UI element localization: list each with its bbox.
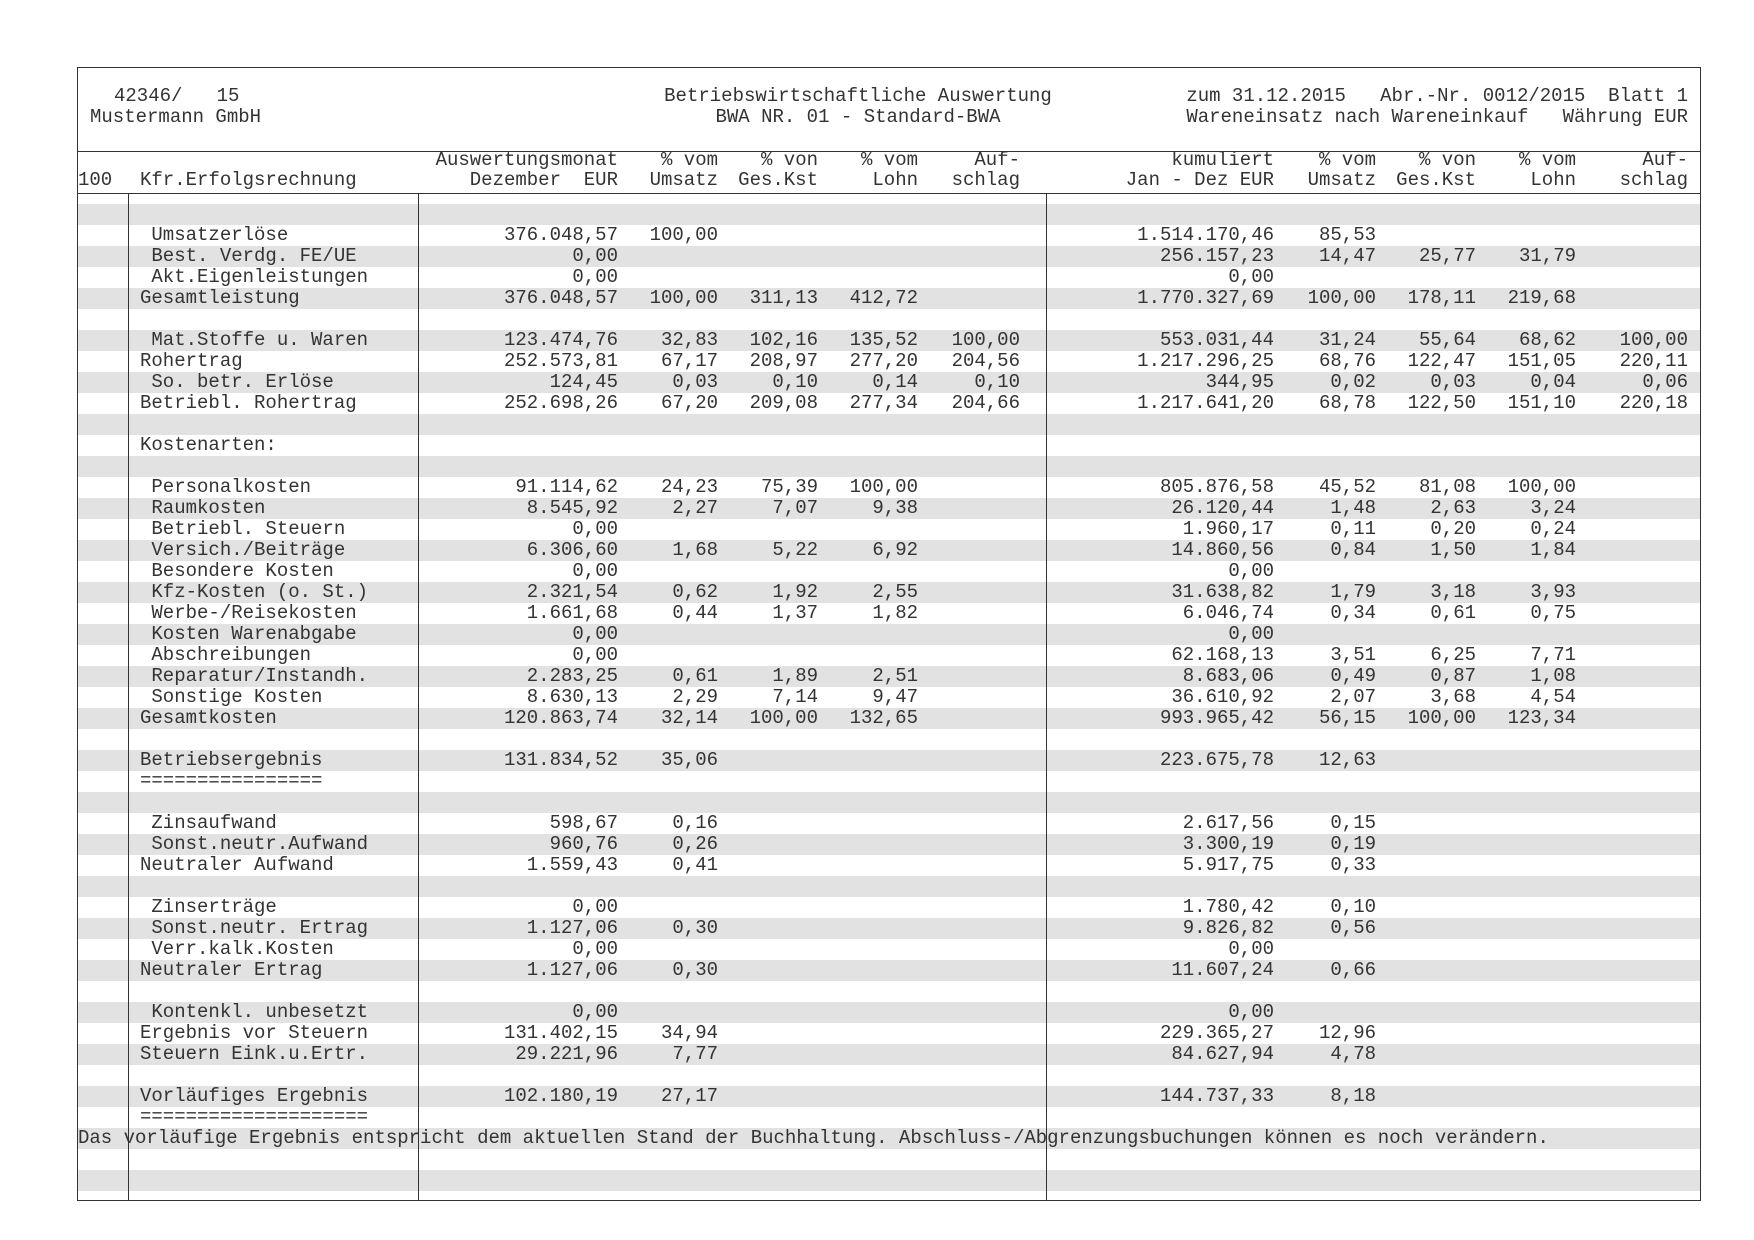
cell-cumulative-pct-costs: 55,64: [1418, 329, 1476, 351]
cell-month-pct-revenue: 0,16: [672, 812, 718, 834]
cell-cumulative-markup: 100,00: [1619, 329, 1688, 351]
cell-month-pct-revenue: 0,44: [672, 602, 718, 624]
cell-month-value: 1.661,68: [526, 602, 618, 624]
cell-cumulative-markup: 220,18: [1619, 392, 1688, 414]
cell-month-value: 252.573,81: [503, 350, 618, 372]
row-label: Abschreibungen: [140, 644, 312, 666]
cell-month-pct-costs: 208,97: [749, 350, 818, 372]
row-stripe: [78, 792, 1700, 813]
cell-cumulative-value: 805.876,58: [1159, 476, 1274, 498]
cell-cumulative-pct-costs: 3,68: [1430, 686, 1476, 708]
cell-cumulative-pct-revenue: 31,24: [1318, 329, 1376, 351]
cell-cumulative-pct-costs: 100,00: [1407, 707, 1476, 729]
row-label: Betriebl. Steuern: [140, 518, 346, 540]
column-header-h2-8: Umsatz: [1307, 169, 1376, 191]
cell-month-pct-revenue: 1,68: [672, 539, 718, 561]
cell-month-value: 8.545,92: [526, 497, 618, 519]
column-header-h1-7: kumuliert: [1171, 149, 1274, 171]
cell-cumulative-pct-wages: 151,05: [1507, 350, 1576, 372]
cell-month-pct-wages: 2,55: [872, 581, 918, 603]
cell-cumulative-value: 1.960,17: [1182, 518, 1274, 540]
cell-cumulative-value: 344,95: [1205, 371, 1274, 393]
row-label: Raumkosten: [140, 497, 266, 519]
disclaimer-note: Das vorläufige Ergebnis entspricht dem aktuellen Stand der Buchhaltung. Abschluss-/Abgrenzungsbuchungen können es noch verändern.: [78, 1127, 1549, 1149]
cell-cumulative-pct-revenue: 0,19: [1330, 833, 1376, 855]
report-date-info: zum 31.12.2015 Abr.-Nr. 0012/2015 Blatt 1: [1186, 85, 1688, 107]
row-label: ====================: [140, 1106, 369, 1128]
column-header-h2-1: Kfr.Erfolgsrechnung: [140, 169, 357, 191]
cell-month-value: 0,00: [572, 266, 618, 288]
cell-cumulative-pct-revenue: 0,66: [1330, 959, 1376, 981]
column-header-h2-6: schlag: [951, 169, 1020, 191]
cell-cumulative-value: 0,00: [1228, 266, 1274, 288]
cell-month-value: 6.306,60: [526, 539, 618, 561]
cell-cumulative-pct-revenue: 0,02: [1330, 371, 1376, 393]
cell-month-value: 102.180,19: [503, 1085, 618, 1107]
cell-cumulative-pct-wages: 123,34: [1507, 707, 1576, 729]
cell-month-pct-wages: 1,82: [872, 602, 918, 624]
row-label: Neutraler Aufwand: [140, 854, 334, 876]
cell-month-pct-costs: 0,10: [772, 371, 818, 393]
row-label: Umsatzerlöse: [140, 224, 289, 246]
row-label: ================: [140, 770, 323, 792]
cell-month-pct-wages: 9,38: [872, 497, 918, 519]
client-number: 42346/ 15: [114, 85, 240, 107]
cell-cumulative-value: 144.737,33: [1159, 1085, 1274, 1107]
cell-month-pct-revenue: 100,00: [649, 287, 718, 309]
cell-month-pct-revenue: 2,29: [672, 686, 718, 708]
cell-month-value: 0,00: [572, 644, 618, 666]
row-label: Zinserträge: [140, 896, 277, 918]
cell-cumulative-value: 6.046,74: [1182, 602, 1274, 624]
row-label: Neutraler Ertrag: [140, 959, 323, 981]
cell-cumulative-pct-revenue: 0,34: [1330, 602, 1376, 624]
cell-cumulative-pct-costs: 0,61: [1430, 602, 1476, 624]
cell-month-value: 8.630,13: [526, 686, 618, 708]
report-title: Betriebswirtschaftliche Auswertung: [664, 85, 1052, 107]
cell-cumulative-pct-costs: 178,11: [1407, 287, 1476, 309]
cell-cumulative-pct-wages: 151,10: [1507, 392, 1576, 414]
cell-month-markup: 100,00: [951, 329, 1020, 351]
column-header-h1-10: % vom: [1518, 149, 1576, 171]
row-label: Vorläufiges Ergebnis: [140, 1085, 369, 1107]
company-name: Mustermann GmbH: [90, 106, 262, 128]
cell-month-pct-wages: 412,72: [849, 287, 918, 309]
cell-month-value: 0,00: [572, 560, 618, 582]
cell-month-value: 123.474,76: [503, 329, 618, 351]
row-stripe: [78, 414, 1700, 435]
cell-month-pct-revenue: 0,61: [672, 665, 718, 687]
cell-cumulative-pct-revenue: 12,63: [1318, 749, 1376, 771]
cell-month-pct-wages: 277,34: [849, 392, 918, 414]
cell-month-value: 1.127,06: [526, 917, 618, 939]
cell-month-pct-costs: 311,13: [749, 287, 818, 309]
cell-cumulative-pct-wages: 31,79: [1518, 245, 1576, 267]
cell-cumulative-pct-wages: 4,54: [1530, 686, 1576, 708]
column-header-h2-11: schlag: [1619, 169, 1688, 191]
cell-month-value: 0,00: [572, 518, 618, 540]
cell-cumulative-value: 5.917,75: [1182, 854, 1274, 876]
row-label: Versich./Beiträge: [140, 539, 346, 561]
cell-month-value: 29.221,96: [515, 1043, 618, 1065]
column-header-h1-4: % von: [760, 149, 818, 171]
cell-cumulative-pct-wages: 100,00: [1507, 476, 1576, 498]
cell-cumulative-pct-wages: 0,75: [1530, 602, 1576, 624]
cell-cumulative-value: 0,00: [1228, 560, 1274, 582]
row-label: Kostenarten:: [140, 434, 277, 456]
cell-month-pct-wages: 9,47: [872, 686, 918, 708]
row-label: Reparatur/Instandh.: [140, 665, 369, 687]
report-method-info: Wareneinsatz nach Wareneinkauf Währung EUR: [1186, 106, 1688, 128]
cell-month-value: 598,67: [549, 812, 618, 834]
cell-cumulative-pct-costs: 0,87: [1430, 665, 1476, 687]
cell-cumulative-pct-revenue: 0,11: [1330, 518, 1376, 540]
cell-cumulative-value: 31.638,82: [1171, 581, 1274, 603]
cell-month-value: 252.698,26: [503, 392, 618, 414]
cell-cumulative-value: 256.157,23: [1159, 245, 1274, 267]
cell-cumulative-pct-wages: 0,24: [1530, 518, 1576, 540]
column-divider-cumulative: [1046, 193, 1047, 1200]
report-subtitle: BWA NR. 01 - Standard-BWA: [715, 106, 1001, 128]
cell-cumulative-value: 223.675,78: [1159, 749, 1274, 771]
row-label: Verr.kalk.Kosten: [140, 938, 334, 960]
row-label: Kontenkl. unbesetzt: [140, 1001, 369, 1023]
cell-month-pct-wages: 6,92: [872, 539, 918, 561]
cell-month-pct-revenue: 67,20: [660, 392, 718, 414]
column-header-h2-0: 100: [78, 169, 113, 191]
row-label: Best. Verdg. FE/UE: [140, 245, 357, 267]
cell-month-value: 124,45: [549, 371, 618, 393]
cell-month-value: 131.834,52: [503, 749, 618, 771]
row-label: Zinsaufwand: [140, 812, 277, 834]
cell-cumulative-pct-wages: 1,08: [1530, 665, 1576, 687]
cell-cumulative-pct-revenue: 0,84: [1330, 539, 1376, 561]
cell-month-pct-revenue: 7,77: [672, 1043, 718, 1065]
column-header-h2-5: Lohn: [872, 169, 918, 191]
column-header-h2-10: Lohn: [1530, 169, 1576, 191]
cell-month-pct-wages: 135,52: [849, 329, 918, 351]
cell-cumulative-value: 1.514.170,46: [1137, 224, 1274, 246]
row-label: Sonst.neutr. Ertrag: [140, 917, 369, 939]
cell-month-pct-costs: 7,14: [772, 686, 818, 708]
cell-cumulative-value: 553.031,44: [1159, 329, 1274, 351]
cell-month-pct-revenue: 100,00: [649, 224, 718, 246]
cell-month-value: 1.127,06: [526, 959, 618, 981]
column-header-h2-4: Ges.Kst: [738, 169, 818, 191]
cell-month-markup: 0,10: [974, 371, 1020, 393]
cell-month-pct-revenue: 32,14: [660, 707, 718, 729]
cell-month-pct-revenue: 0,30: [672, 959, 718, 981]
cell-cumulative-pct-costs: 1,50: [1430, 539, 1476, 561]
row-label: Besondere Kosten: [140, 560, 334, 582]
cell-cumulative-pct-wages: 68,62: [1518, 329, 1576, 351]
cell-month-value: 2.283,25: [526, 665, 618, 687]
cell-month-pct-revenue: 67,17: [660, 350, 718, 372]
cell-cumulative-value: 11.607,24: [1171, 959, 1274, 981]
cell-cumulative-value: 1.780,42: [1182, 896, 1274, 918]
cell-month-pct-revenue: 32,83: [660, 329, 718, 351]
row-label: Betriebl. Rohertrag: [140, 392, 357, 414]
row-label: Gesamtkosten: [140, 707, 277, 729]
cell-cumulative-pct-costs: 25,77: [1418, 245, 1476, 267]
cell-month-pct-revenue: 0,26: [672, 833, 718, 855]
cell-cumulative-value: 0,00: [1228, 1001, 1274, 1023]
cell-month-pct-costs: 1,37: [772, 602, 818, 624]
cell-cumulative-pct-revenue: 0,49: [1330, 665, 1376, 687]
cell-cumulative-markup: 220,11: [1619, 350, 1688, 372]
cell-cumulative-pct-wages: 1,84: [1530, 539, 1576, 561]
column-header-h1-5: % vom: [860, 149, 918, 171]
cell-cumulative-pct-revenue: 0,10: [1330, 896, 1376, 918]
cell-cumulative-value: 1.217.641,20: [1137, 392, 1274, 414]
cell-cumulative-value: 2.617,56: [1182, 812, 1274, 834]
cell-cumulative-pct-revenue: 1,48: [1330, 497, 1376, 519]
cell-month-value: 0,00: [572, 938, 618, 960]
cell-month-pct-revenue: 35,06: [660, 749, 718, 771]
cell-cumulative-pct-wages: 0,04: [1530, 371, 1576, 393]
column-header-divider: [78, 193, 1700, 194]
cell-cumulative-pct-revenue: 56,15: [1318, 707, 1376, 729]
cell-month-pct-wages: 277,20: [849, 350, 918, 372]
cell-month-value: 120.863,74: [503, 707, 618, 729]
cell-month-pct-costs: 209,08: [749, 392, 818, 414]
column-header-h2-2: Dezember EUR: [469, 169, 618, 191]
cell-cumulative-pct-revenue: 4,78: [1330, 1043, 1376, 1065]
cell-month-pct-revenue: 34,94: [660, 1022, 718, 1044]
cell-month-value: 2.321,54: [526, 581, 618, 603]
cell-cumulative-value: 62.168,13: [1171, 644, 1274, 666]
row-stripe: [78, 204, 1700, 225]
cell-cumulative-pct-costs: 122,47: [1407, 350, 1476, 372]
cell-cumulative-pct-wages: 3,93: [1530, 581, 1576, 603]
cell-cumulative-pct-costs: 122,50: [1407, 392, 1476, 414]
row-label: Steuern Eink.u.Ertr.: [140, 1043, 369, 1065]
cell-cumulative-value: 0,00: [1228, 623, 1274, 645]
cell-cumulative-value: 36.610,92: [1171, 686, 1274, 708]
cell-cumulative-pct-revenue: 85,53: [1318, 224, 1376, 246]
row-label: Rohertrag: [140, 350, 243, 372]
cell-cumulative-pct-revenue: 0,15: [1330, 812, 1376, 834]
column-header-h1-11: Auf-: [1642, 149, 1688, 171]
cell-cumulative-pct-revenue: 12,96: [1318, 1022, 1376, 1044]
cell-month-markup: 204,56: [951, 350, 1020, 372]
cell-cumulative-pct-costs: 2,63: [1430, 497, 1476, 519]
cell-cumulative-value: 229.365,27: [1159, 1022, 1274, 1044]
row-label: So. betr. Erlöse: [140, 371, 334, 393]
row-label: Kosten Warenabgabe: [140, 623, 357, 645]
cell-month-pct-costs: 75,39: [760, 476, 818, 498]
row-label: Kfz-Kosten (o. St.): [140, 581, 369, 603]
column-divider-month: [418, 193, 419, 1200]
cell-cumulative-pct-costs: 0,03: [1430, 371, 1476, 393]
cell-cumulative-value: 1.770.327,69: [1137, 287, 1274, 309]
row-label: Sonst.neutr.Aufwand: [140, 833, 369, 855]
cell-cumulative-pct-costs: 81,08: [1418, 476, 1476, 498]
cell-cumulative-value: 9.826,82: [1182, 917, 1274, 939]
cell-cumulative-pct-revenue: 1,79: [1330, 581, 1376, 603]
cell-cumulative-pct-costs: 3,18: [1430, 581, 1476, 603]
cell-month-pct-wages: 100,00: [849, 476, 918, 498]
column-header-h2-9: Ges.Kst: [1396, 169, 1476, 191]
cell-month-pct-wages: 2,51: [872, 665, 918, 687]
cell-month-pct-revenue: 2,27: [672, 497, 718, 519]
cell-month-pct-revenue: 0,03: [672, 371, 718, 393]
cell-month-value: 0,00: [572, 896, 618, 918]
cell-month-pct-wages: 132,65: [849, 707, 918, 729]
cell-cumulative-value: 993.965,42: [1159, 707, 1274, 729]
column-header-h1-2: Auswertungsmonat: [435, 149, 618, 171]
cell-month-pct-costs: 5,22: [772, 539, 818, 561]
cell-cumulative-pct-revenue: 100,00: [1307, 287, 1376, 309]
cell-cumulative-pct-revenue: 14,47: [1318, 245, 1376, 267]
cell-cumulative-pct-revenue: 8,18: [1330, 1085, 1376, 1107]
row-label: Sonstige Kosten: [140, 686, 323, 708]
column-header-h1-3: % vom: [660, 149, 718, 171]
cell-month-pct-revenue: 0,30: [672, 917, 718, 939]
cell-month-value: 0,00: [572, 1001, 618, 1023]
cell-month-value: 0,00: [572, 245, 618, 267]
cell-cumulative-pct-costs: 0,20: [1430, 518, 1476, 540]
cell-cumulative-pct-revenue: 0,56: [1330, 917, 1376, 939]
bwa-report: [77, 67, 1701, 1201]
cell-cumulative-pct-wages: 3,24: [1530, 497, 1576, 519]
cell-cumulative-pct-revenue: 68,78: [1318, 392, 1376, 414]
cell-cumulative-value: 14.860,56: [1171, 539, 1274, 561]
cell-cumulative-pct-costs: 6,25: [1430, 644, 1476, 666]
cell-month-pct-costs: 7,07: [772, 497, 818, 519]
row-label: Gesamtleistung: [140, 287, 300, 309]
cell-month-pct-costs: 1,89: [772, 665, 818, 687]
row-stripe: [78, 1170, 1700, 1191]
cell-cumulative-value: 26.120,44: [1171, 497, 1274, 519]
cell-month-pct-revenue: 27,17: [660, 1085, 718, 1107]
cell-month-value: 960,76: [549, 833, 618, 855]
cell-month-pct-revenue: 0,41: [672, 854, 718, 876]
row-label: Akt.Eigenleistungen: [140, 266, 369, 288]
cell-month-markup: 204,66: [951, 392, 1020, 414]
row-label: Personalkosten: [140, 476, 312, 498]
column-header-h1-8: % vom: [1318, 149, 1376, 171]
row-label: Werbe-/Reisekosten: [140, 602, 357, 624]
cell-cumulative-value: 84.627,94: [1171, 1043, 1274, 1065]
row-label: Betriebsergebnis: [140, 749, 323, 771]
row-label: Ergebnis vor Steuern: [140, 1022, 369, 1044]
row-stripe: [78, 876, 1700, 897]
cell-month-value: 1.559,43: [526, 854, 618, 876]
column-header-h2-7: Jan - Dez EUR: [1125, 169, 1274, 191]
cell-cumulative-markup: 0,06: [1642, 371, 1688, 393]
cell-month-pct-revenue: 0,62: [672, 581, 718, 603]
cell-cumulative-pct-wages: 7,71: [1530, 644, 1576, 666]
column-header-h2-3: Umsatz: [649, 169, 718, 191]
cell-month-pct-wages: 0,14: [872, 371, 918, 393]
cell-cumulative-pct-wages: 219,68: [1507, 287, 1576, 309]
cell-cumulative-value: 3.300,19: [1182, 833, 1274, 855]
cell-cumulative-pct-revenue: 2,07: [1330, 686, 1376, 708]
cell-month-value: 376.048,57: [503, 287, 618, 309]
cell-cumulative-value: 1.217.296,25: [1137, 350, 1274, 372]
column-divider-label: [128, 193, 129, 1200]
column-header-h1-6: Auf-: [974, 149, 1020, 171]
row-stripe: [78, 456, 1700, 477]
cell-month-pct-costs: 100,00: [749, 707, 818, 729]
cell-cumulative-value: 8.683,06: [1182, 665, 1274, 687]
cell-month-value: 131.402,15: [503, 1022, 618, 1044]
cell-month-value: 91.114,62: [515, 476, 618, 498]
cell-cumulative-pct-revenue: 68,76: [1318, 350, 1376, 372]
cell-month-pct-revenue: 24,23: [660, 476, 718, 498]
cell-cumulative-pct-revenue: 0,33: [1330, 854, 1376, 876]
cell-cumulative-value: 0,00: [1228, 938, 1274, 960]
column-header-h1-9: % von: [1418, 149, 1476, 171]
cell-month-pct-costs: 102,16: [749, 329, 818, 351]
cell-cumulative-pct-revenue: 45,52: [1318, 476, 1376, 498]
cell-month-value: 0,00: [572, 623, 618, 645]
cell-month-value: 376.048,57: [503, 224, 618, 246]
row-label: Mat.Stoffe u. Waren: [140, 329, 369, 351]
cell-cumulative-pct-revenue: 3,51: [1330, 644, 1376, 666]
cell-month-pct-costs: 1,92: [772, 581, 818, 603]
